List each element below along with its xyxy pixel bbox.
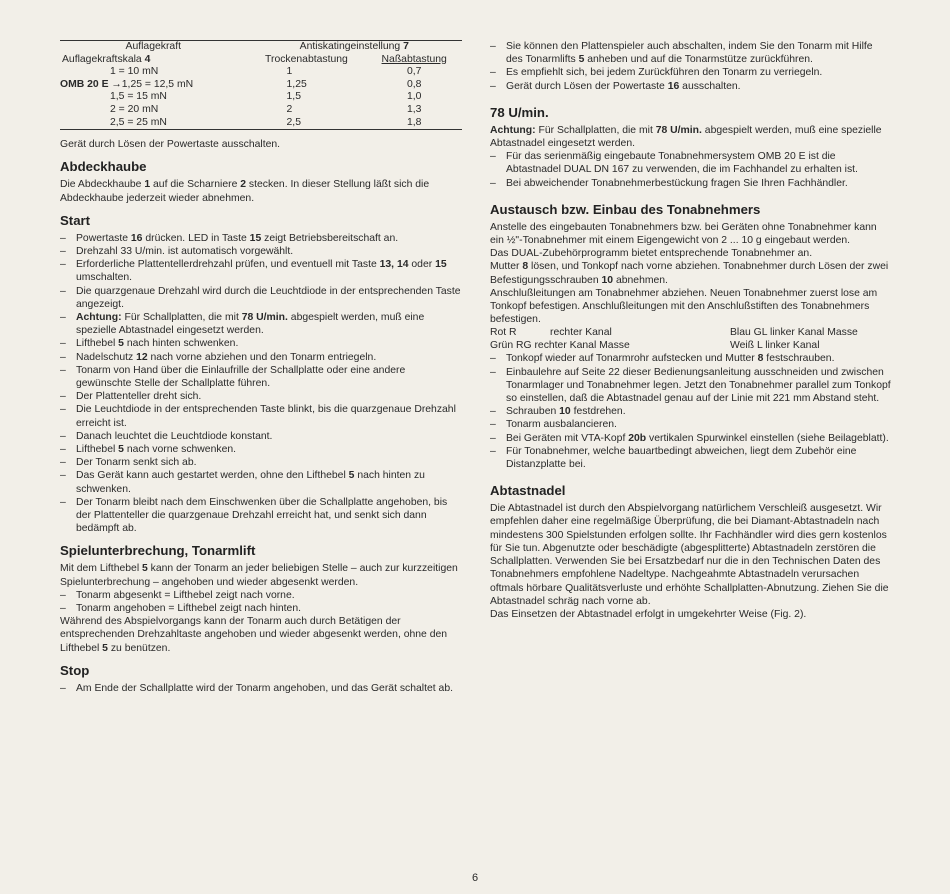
table-row	[60, 79, 462, 92]
header-cell: Antiskatingeinstellung 7	[299, 41, 409, 52]
force-cell	[60, 66, 247, 79]
austausch-text-1: Anstelle des eingebauten Tonabnehmers bzw. bei Geräten ohne Tonabnehmer kann ein ½"-Tonabnehmer mit einem Eigengewicht von 2 ... 10 g eingebaut werden.	[490, 221, 877, 247]
header-cell: Naßabtastung	[381, 53, 447, 65]
page-number: 6	[471, 872, 479, 884]
wet-value: 1,0	[406, 91, 422, 103]
list-item: – Schrauben 10 festdrehen.	[490, 405, 892, 418]
table-row	[60, 66, 462, 79]
left-column	[60, 40, 462, 695]
list-item: – Nadelschutz 12 nach vorne abziehen und den Tonarm entriegeln.	[60, 351, 462, 364]
dry-value: 1,5	[286, 91, 301, 103]
force-cell	[60, 79, 247, 92]
lift-list	[60, 589, 462, 615]
list-item: – Die quarzgenaue Drehzahl wird durch die Leuchtdiode in der entsprechenden Taste angezeigt.	[60, 285, 462, 311]
start-list	[60, 232, 462, 536]
header-cell: Auflagekraftskala 4	[62, 53, 151, 65]
list-item: – Die Leuchtdiode in der entsprechenden Taste blinkt, bis die quarzgenaue Drehzahl erreicht ist.	[60, 403, 462, 429]
list-item: – Gerät durch Lösen der Powertaste 16 ausschalten.	[490, 80, 892, 93]
list-item: – Drehzahl 33 U/min. ist automatisch vorgewählt.	[60, 245, 462, 258]
stop-list	[60, 682, 462, 695]
abtastnadel-text-1: Die Abtastnadel ist durch den Abspielvorgang natürlichem Verschleiß ausgesetzt. Wir empfehlen daher eine regelmäßige Überprüfung, die bei Diamant-Abtastnadeln nach mindestens 300 Spielstunden erfolgen sollte. Ihr Fachhändler wird dies gern kostenlos für Sie tun. Abgenutzte oder beschädigte (abgesplitterte) Abtastnadeln zerstören die Schallplatten. Verwenden Sie bei Ersatzbedarf nur die in den Technischen Daten des Tonabnehmers empfohlene Nadeltype. Nachgeahmte Abtastnadeln verursachen oftmals hörbare Qualitätsverluste und erhöhte Schallplatten-Abnutzung. Ziehen Sie die Abtastnadel schräg nach vorne ab.	[490, 503, 889, 607]
wet-value: 0,7	[406, 66, 422, 78]
list-item: – Tonarm angehoben = Lifthebel zeigt nach hinten.	[60, 602, 462, 615]
force-value: 1,25 = 12,5 mN	[121, 78, 194, 90]
list-item: – Sie können den Plattenspieler auch abschalten, indem Sie den Tonarm mit Hilfe des Tonarmlifts 5 anheben und auf die Tonarmstütze zurückführen.	[490, 40, 892, 66]
section-title-start: Start	[60, 212, 91, 228]
rpm78-text: Achtung: Für Schallplatten, die mit 78 U/min. abgespielt werden, muß eine spezielle Abtastnadel eingesetzt werden.	[490, 124, 882, 150]
list-item: – Achtung: Für Schallplatten, die mit 78 U/min. abgespielt werden, muß eine spezielle Abtastnadel eingesetzt werden.	[60, 311, 462, 337]
spielunterbrechung-text-2: Während des Abspielvorgangs kann der Tonarm auch durch Betätigen der entsprechenden Drehzahltaste angehoben und wieder abgesenkt werden, ohne den Lifthebel 5 zu benützen.	[60, 616, 448, 654]
section-title-abtastnadel: Abtastnadel	[490, 483, 566, 499]
section-title-78rpm: 78 U/min.	[490, 104, 549, 120]
force-cell	[60, 91, 247, 104]
list-item: – Einbaulehre auf Seite 22 dieser Bedienungsanleitung ausschneiden und zwischen Tonarmlager und Tonabnehmer legen. Jetzt den Tonabnehmer parallel zum Tonkopf so einstellen, daß die Abtastnadel genau auf der Linie mit 221 mm Abstand steht.	[490, 366, 892, 406]
list-item: – Erforderliche Plattentellerdrehzahl prüfen, und eventuell mit Taste 13, 14 oder 15 umschalten.	[60, 258, 462, 284]
table-row	[60, 91, 462, 104]
section-title-abdeckhaube: Abdeckhaube	[60, 159, 147, 175]
table-row	[60, 117, 462, 130]
austausch-text-4: Anschlußleitungen am Tonabnehmer abziehen. Neuen Tonabnehmer zuerst lose am Tonkopf befestigen. Anschlußleitungen mit den Anschlußstiften des Tonabnehmers befestigen.	[490, 287, 878, 326]
list-item: – Powertaste 16 drücken. LED in Taste 15 zeigt Betriebsbereitschaft an.	[60, 232, 462, 245]
wiring-table	[490, 326, 892, 352]
spielunterbrechung-text: Mit dem Lifthebel 5 kann der Tonarm an jeder beliebigen Stelle – auch zur kurzzeitigen Spielunterbrechung – angehoben und wieder abgesenkt werden.	[60, 563, 458, 588]
list-item: – Lifthebel 5 nach vorne schwenken.	[60, 443, 462, 456]
right-column	[490, 40, 892, 621]
list-item: – Es empfiehlt sich, bei jedem Zurückführen den Tonarm zu verriegeln.	[490, 66, 892, 79]
abtastnadel-text-2: Das Einsetzen der Abtastnadel erfolgt in umgekehrter Weise (Fig. 2).	[490, 608, 807, 620]
table-row	[60, 104, 462, 117]
table-cell: Weiß L linker Kanal	[730, 340, 820, 352]
list-item: – Für das serienmäßig eingebaute Tonabnehmersystem OMB 20 E ist die Abtastnadel DUAL DN 167 zu verwenden, die im Fachhandel zu erhalten ist.	[490, 150, 892, 176]
header-cell: Auflagekraft	[125, 41, 181, 52]
header-cell: Trockenabtastung	[265, 53, 348, 65]
list-item: – Bei abweichender Tonabnehmerbestückung fragen Sie Ihren Fachhändler.	[490, 177, 892, 190]
austausch-text-3: Mutter 8 lösen, und Tonkopf nach vorne abziehen. Tonabnehmer durch Lösen der zwei Befestigungsschrauben 10 abnehmen.	[490, 261, 889, 286]
power-off-list	[490, 40, 892, 93]
section-title-stop: Stop	[60, 662, 90, 678]
list-item: – Der Tonarm bleibt nach dem Einschwenken über die Schallplatte angehoben, bis der Plattenteller die quarzgenaue Drehzahl erreicht hat, und senkt sich dann bedämpft ab.	[60, 496, 462, 536]
table-cell: Rot R	[490, 327, 517, 339]
tracking-force-table	[60, 40, 462, 130]
list-item: – Der Plattenteller dreht sich.	[60, 390, 462, 403]
dry-value: 1,25	[286, 78, 307, 90]
austausch-list	[490, 352, 892, 471]
section-title-spielunterbrechung: Spielunterbrechung, Tonarmlift	[60, 543, 256, 559]
table-cell: Grün RG rechter Kanal Masse	[490, 340, 630, 352]
austausch-text-2: Das DUAL-Zubehörprogramm bietet entsprechende Tonabnehmer an.	[490, 248, 813, 260]
list-item: – Der Tonarm senkt sich ab.	[60, 456, 462, 469]
table-header-row	[60, 41, 462, 54]
list-item: – Tonkopf wieder auf Tonarmrohr aufstecken und Mutter 8 festschrauben.	[490, 352, 892, 365]
table-cell: Blau GL linker Kanal Masse	[730, 327, 858, 339]
list-item: – Am Ende der Schallplatte wird der Tonarm angehoben, und das Gerät schaltet ab.	[60, 682, 462, 695]
force-cell	[60, 117, 247, 130]
list-item: – Tonarm abgesenkt = Lifthebel zeigt nach vorne.	[60, 589, 462, 602]
list-item: – Tonarm ausbalancieren.	[490, 418, 892, 431]
list-item: – Lifthebel 5 nach hinten schwenken.	[60, 337, 462, 350]
dry-value: 2	[286, 103, 293, 115]
table-header-row	[60, 54, 462, 67]
dry-value: 1	[286, 66, 293, 78]
force-value: 1,5 = 15 mN	[110, 91, 167, 103]
table-cell: rechter Kanal	[550, 327, 612, 339]
abdeckhaube-text: Die Abdeckhaube 1 auf die Scharniere 2 stecken. In dieser Stellung läßt sich die Abdeckhaube jederzeit wieder abnehmen.	[60, 179, 430, 204]
table-row	[490, 339, 892, 352]
wet-value: 1,8	[406, 116, 422, 128]
list-item: – Für Tonabnehmer, welche bauartbedingt abweichen, liegt dem Zubehör eine Distanzplatte bei.	[490, 445, 892, 471]
rpm78-list	[490, 150, 892, 190]
wet-value: 0,8	[406, 78, 422, 90]
power-off-note: Gerät durch Lösen der Powertaste ausschalten.	[60, 139, 281, 151]
list-item: – Das Gerät kann auch gestartet werden, ohne den Lifthebel 5 nach hinten zu schwenken.	[60, 469, 462, 495]
force-cell	[60, 104, 247, 117]
list-item: – Danach leuchtet die Leuchtdiode konstant.	[60, 430, 462, 443]
section-title-austausch: Austausch bzw. Einbau des Tonabnehmers	[490, 201, 761, 217]
force-value: 2 = 20 mN	[110, 103, 159, 115]
table-row	[490, 326, 892, 339]
list-item: – Tonarm von Hand über die Einlaufrille der Schallplatte oder eine andere gewünschte Stelle der Schallplatte führen.	[60, 364, 462, 390]
cartridge-model-label: OMB 20 E →	[60, 78, 122, 90]
wet-value: 1,3	[406, 103, 422, 115]
force-value: 2,5 = 25 mN	[110, 116, 167, 128]
dry-value: 2,5	[286, 116, 301, 128]
force-value: 1 = 10 mN	[110, 66, 159, 78]
list-item: – Bei Geräten mit VTA-Kopf 20b vertikalen Spurwinkel einstellen (siehe Beilageblatt).	[490, 432, 892, 445]
